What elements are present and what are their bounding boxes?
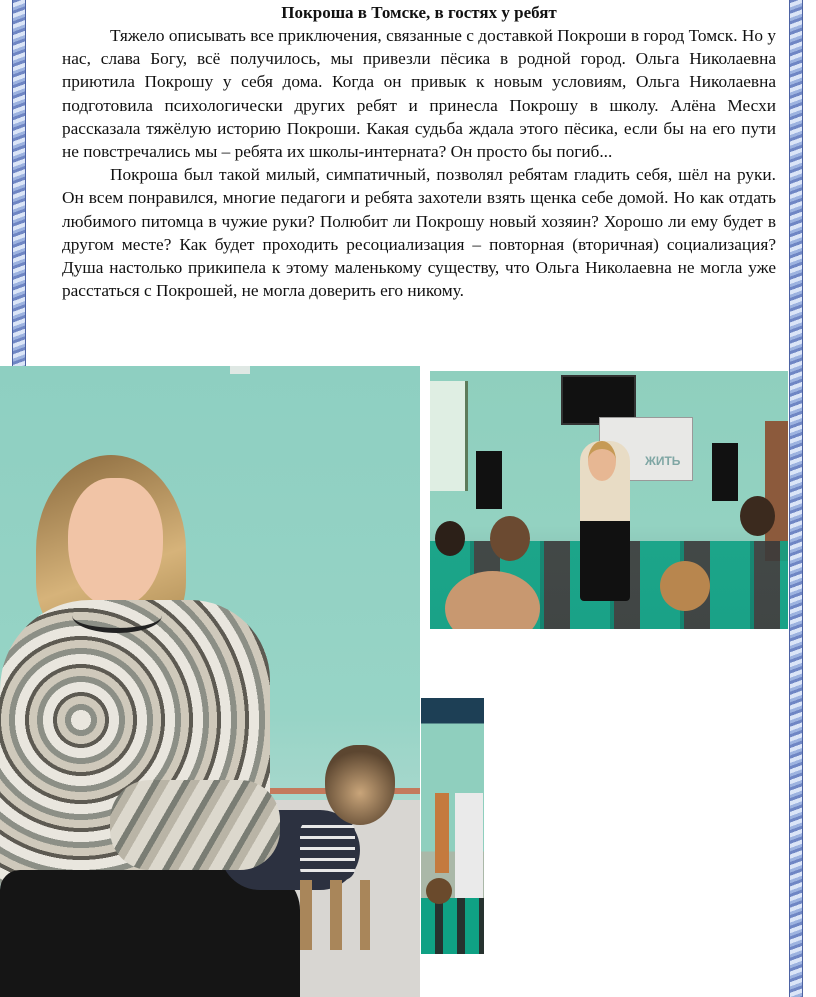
presenter-head [588, 441, 616, 481]
student [426, 878, 452, 904]
woman-face [68, 478, 163, 608]
paragraph-2: Покроша был такой милый, симпатичный, позволял ребятам гладить себя, шёл на руки. Он всем понравился, многие педагоги и ребята захотели взять щенка себе домой. Но как отдать любимого питомца в чужие руки? Полюбит ли Покрошу новый хозяин? Хорошо ли ему будет в другом месте? Как будет проходить ресоциализация – повторная (вторичная) социализация? Душа настолько прикипела к этому маленькому существу, что Ольга Николаевна не могла уже расстаться с Покрошей, не могла доверить его никому. [62, 165, 776, 301]
article-title: Покроша в Томске, в гостях у ребят [281, 3, 557, 22]
dog-legs [300, 880, 370, 950]
fragment-chairs [421, 898, 484, 954]
dog-head [325, 745, 395, 825]
woman-neckline [72, 598, 162, 633]
fragment-door [435, 793, 449, 873]
dog-sweater-stripes [300, 820, 355, 880]
classroom-window [430, 381, 468, 491]
paragraph-1: Тяжело описывать все приключения, связанные с доставкой Покроши в город Томск. Но у нас, слава Богу, всё получилось, мы привезли пёсика в родной город. Ольга Николаевна приютила Покрошу у себя дома. Когда он привык к новым условиям, Ольга Николаевна подготовила психологически других ребят и принесла Покрошу в школу. Алёна Месхи рассказала тяжёлую историю Покроши. Какая судьба ждала этого пёсика, если бы на его пути не повстречались мы – ребята их школы-интерната? Он просто бы погиб... [62, 26, 776, 162]
projector-screen-text: ЖИТЬ [645, 454, 681, 468]
woman-sleeve [110, 780, 280, 870]
speaker-left [476, 451, 502, 509]
fragment-board [455, 793, 483, 903]
classroom-door [765, 421, 788, 561]
student [490, 516, 530, 561]
student [660, 561, 710, 611]
article-text [62, 2, 776, 302]
student [740, 496, 775, 536]
wall-fixture [230, 366, 250, 374]
photo-classroom-presentation [430, 371, 788, 629]
right-decorative-border [789, 0, 803, 997]
student [435, 521, 465, 556]
photo-classroom-fragment [421, 698, 484, 954]
speaker-right [712, 443, 738, 501]
